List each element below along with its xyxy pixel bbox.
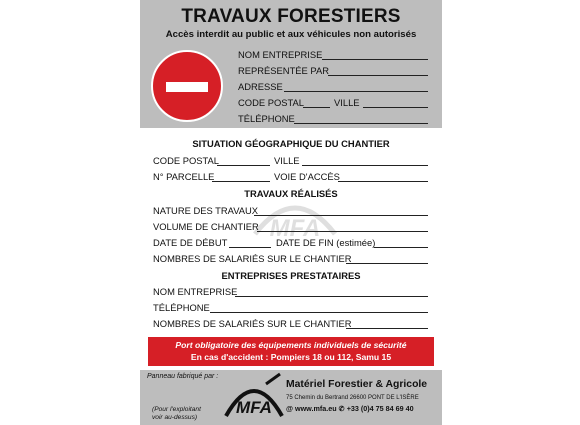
safety-banner [148, 337, 434, 366]
field-line-date-fin[interactable] [374, 247, 428, 248]
mfa-watermark-icon [250, 192, 340, 242]
field-label-date-debut: DATE DE DÉBUT [153, 237, 228, 248]
field-label-telephone: TÉLÉPHONE [238, 113, 295, 124]
field-line-prestataire-telephone[interactable] [210, 312, 428, 313]
field-line-prestataire-salaries[interactable] [346, 328, 428, 329]
field-line-prestataire-nom[interactable] [235, 296, 428, 297]
field-line-parcelle[interactable] [212, 181, 270, 182]
field-label-prestataire-nom: NOM ENTREPRISE [153, 286, 238, 297]
field-line-date-debut[interactable] [229, 247, 271, 248]
footer-pour-line2: voir au-dessus) [152, 414, 198, 421]
field-line-nombre-salaries[interactable] [346, 263, 428, 264]
field-label-date-fin: DATE DE FIN (estimée) [276, 237, 376, 248]
field-line-voie-acces[interactable] [338, 181, 428, 182]
mfa-logo-text: MFA [236, 398, 272, 417]
field-label-parcelle: N° PARCELLE [153, 171, 215, 182]
company-address: 75 Chemin du Bertrand 26600 PONT DE L'ISÈRE [286, 395, 419, 401]
field-line-code-postal[interactable] [303, 107, 330, 108]
no-entry-bar [166, 82, 208, 92]
field-label-adresse: ADRESSE [238, 81, 283, 92]
field-line-nom-entreprise[interactable] [322, 59, 428, 60]
field-line-ville[interactable] [363, 107, 428, 108]
field-label-situation-ville: VILLE [274, 155, 300, 166]
safety-banner-line2: En cas d'accident : Pompiers 18 ou 112, Samu 15 [190, 352, 392, 362]
sign-subtitle: Accès interdit au public et aux véhicules non autorisés [165, 29, 417, 40]
company-name: Matériel Forestier & Agricole [286, 379, 428, 390]
field-label-prestataire-salaries: NOMBRES DE SALARIÉS SUR LE CHANTIER [153, 318, 352, 329]
section-heading-situation: SITUATION GÉOGRAPHIQUE DU CHANTIER [192, 138, 390, 149]
field-line-adresse[interactable] [284, 91, 428, 92]
field-line-situation-ville[interactable] [302, 165, 428, 166]
footer-pour-line1: (Pour l'exploitant [152, 406, 201, 413]
field-label-nombre-salaries: NOMBRES DE SALARIÉS SUR LE CHANTIER [153, 253, 352, 264]
sign-footer [140, 370, 442, 425]
field-label-situation-code-postal: CODE POSTAL [153, 155, 219, 166]
field-label-code-postal: CODE POSTAL [238, 97, 304, 108]
section-heading-travaux: TRAVAUX RÉALISÉS [244, 188, 338, 199]
field-label-volume-chantier: VOLUME DE CHANTIER [153, 221, 259, 232]
field-label-voie-acces: VOIE D'ACCÈS [274, 171, 340, 182]
section-heading-prestataires: ENTREPRISES PRESTATAIRES [221, 270, 361, 281]
field-label-ville: VILLE [334, 97, 360, 108]
footer-fabrique: Panneau fabriqué par : [147, 373, 219, 380]
mfa-logo-icon [222, 372, 286, 422]
company-contact: @ www.mfa.eu ✆ +33 (0)4 75 84 69 40 [286, 404, 414, 413]
field-line-representee-par[interactable] [328, 75, 428, 76]
field-label-nom-entreprise: NOM ENTREPRISE [238, 49, 323, 60]
forestry-sign [140, 0, 442, 425]
field-label-prestataire-telephone: TÉLÉPHONE [153, 302, 210, 313]
sign-title: TRAVAUX FORESTIERS [181, 6, 401, 27]
safety-banner-line1: Port obligatoire des équipements individuels de sécurité [175, 340, 407, 350]
field-label-nature-travaux: NATURE DES TRAVAUX [153, 205, 259, 216]
field-line-nature-travaux[interactable] [254, 215, 428, 216]
field-line-volume-chantier[interactable] [257, 231, 428, 232]
footer-pour-exploitant [152, 406, 201, 422]
field-label-representee-par: REPRÉSENTÉE PAR [238, 65, 329, 76]
svg-text:MFA: MFA [269, 215, 321, 242]
field-line-situation-code-postal[interactable] [217, 165, 270, 166]
field-line-telephone[interactable] [294, 123, 428, 124]
sign-header [140, 0, 442, 128]
no-entry-sign-icon [151, 50, 223, 122]
